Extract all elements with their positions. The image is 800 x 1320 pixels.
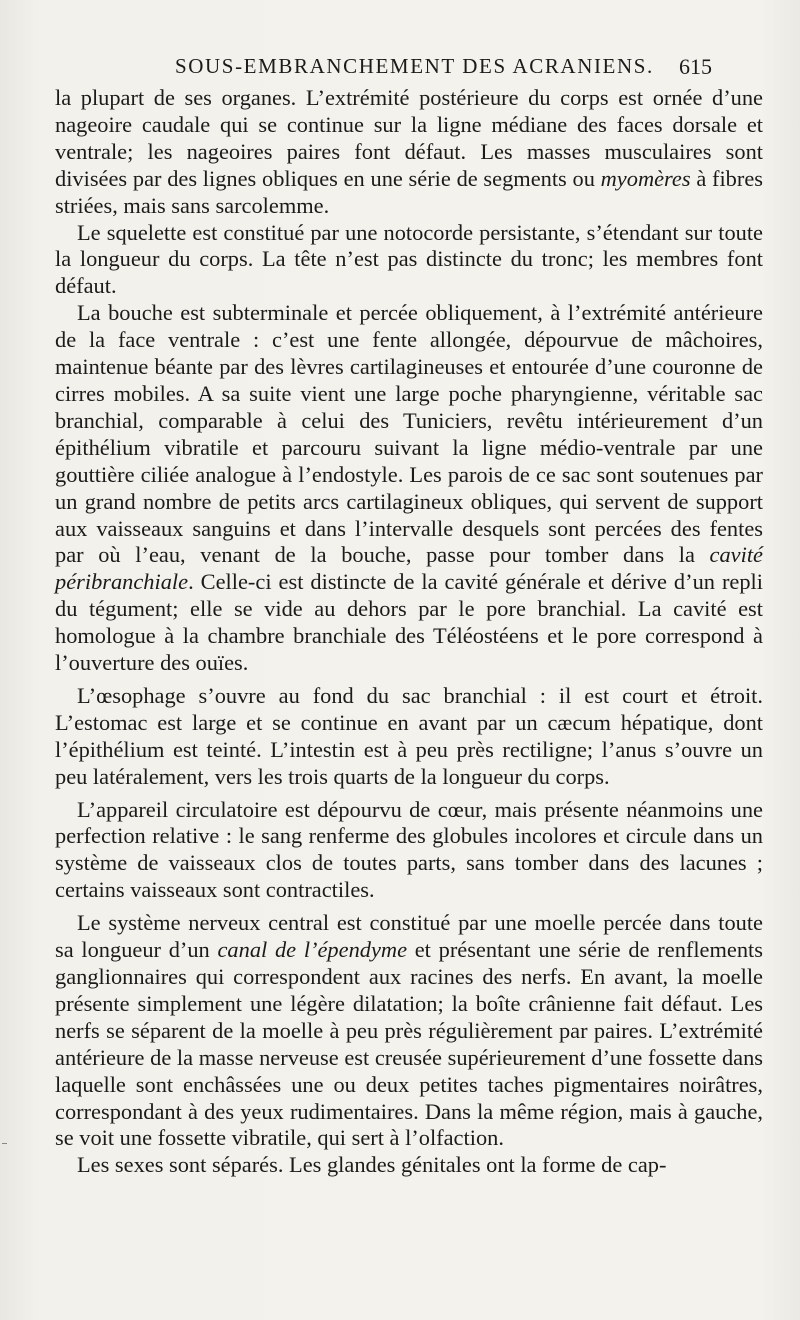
italic-term: cavité péribranchiale bbox=[55, 542, 763, 595]
text-run: L’appareil circulatoire est dépourvu de cœur, mais présente néanmoins une perfection relative : le sang renferme des globules incolores et circule dans un système de vaisseaux clos de toutes parts, sans tomber dans des lacunes ; certains vaisseaux sont contractiles. bbox=[55, 796, 763, 903]
paragraph bbox=[55, 220, 763, 301]
text-run: Le système nerveux central est constitué par une moelle percée dans toute sa longueur d’un bbox=[55, 910, 763, 963]
paragraph bbox=[55, 300, 763, 677]
running-title: SOUS-EMBRANCHEMENT DES ACRANIENS. bbox=[175, 54, 654, 78]
text-run: L’œsophage s’ouvre au fond du sac branchial : il est court et étroit. L’estomac est large et se continue en avant par un cæcum hépatique, dont l’épithélium est teinté. L’intestin est à peu près rectiligne; l’anus s’ouvre un peu latéralement, vers les trois quarts de la longueur du corps. bbox=[55, 682, 763, 789]
text-run: . Celle-ci est distincte de la cavité générale et dérive d’un repli du tégument; elle se vide au dehors par le pore branchial. La cavité est homologue à la chambre branchiale des Téléostéens et le pore correspond à l’ouverture des ouïes. bbox=[55, 569, 763, 676]
text-run: Le squelette est constitué par une notocorde persistante, s’étendant sur toute la longueur du corps. La tête n’est pas distincte du tronc; les membres font défaut. bbox=[55, 219, 763, 299]
text-run: La bouche est subterminale et percée obliquement, à l’extrémité antérieure de la face ventrale : c’est une fente allongée, dépourvue de mâchoires, maintenue béante par des lèvres cartilagineuses et entourée d’une couronne de cirres mobiles. A sa suite vient une large poche pharyngienne, véritable sac branchial, comparable à celui des Tuniciers, revêtu intérieurement d’un épithélium vibratile et parcouru suivant la ligne médio-ventrale par une gouttière ciliée analogue à l’endostyle. Les parois de ce sac sont soutenues par un grand nombre de petits arcs cartilagineux obliques, qui servent de support aux vaisseaux sanguins et dans l’intervalle desquels sont percées des fentes par où l’eau, venant de la bouche, passe pour tomber dans la bbox=[55, 300, 763, 568]
text-run: la plupart de ses organes. L’extrémité postérieure du corps est ornée d’une nageoire caudale qui se continue sur la ligne médiane des faces dorsale et ventrale; les nageoires paires font défaut. Les masses musculaires sont divisées par des lignes obliques en une série de segments ou bbox=[55, 85, 763, 191]
italic-term: canal de l’épendyme bbox=[217, 937, 408, 963]
page-number: 615 bbox=[679, 54, 712, 79]
running-head bbox=[0, 52, 800, 82]
paragraph bbox=[55, 85, 763, 220]
paragraph bbox=[55, 1152, 763, 1179]
text-run: à fibres striées, mais sans sarcolemme. bbox=[55, 165, 763, 218]
body-text bbox=[55, 85, 763, 1179]
paragraph bbox=[55, 683, 763, 791]
paragraph bbox=[55, 910, 763, 1152]
paragraph bbox=[55, 797, 763, 905]
margin-mark bbox=[2, 1143, 7, 1144]
text-run: Les sexes sont séparés. Les glandes génitales ont la forme de cap- bbox=[77, 1152, 667, 1178]
italic-term: myomères bbox=[600, 165, 691, 191]
text-run: et présentant une série de renflements ganglionnaires qui correspondent aux racines des nerfs. En avant, la moelle présente simplement une légère dilatation; la boîte crânienne fait défaut. Les nerfs se séparent de la moelle à peu près régulièrement par paires. L’extrémité antérieure de la masse nerveuse est creusée supérieurement d’une fossette dans laquelle sont enchâssées une ou deux petites taches pigmentaires noirâtres, correspondant à des yeux rudimentaires. Dans la même région, mais à gauche, se voit une fossette vibratile, qui sert à l’olfaction. bbox=[55, 937, 763, 1151]
